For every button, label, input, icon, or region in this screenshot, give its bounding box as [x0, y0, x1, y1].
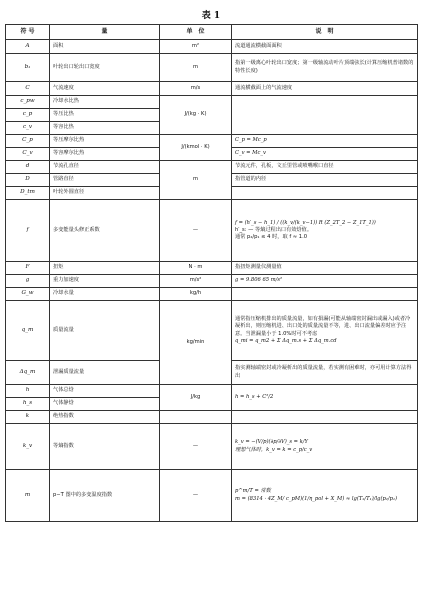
header-unit: 单 位 [160, 25, 232, 40]
cell-note: 流道通流横截面面积 [232, 40, 418, 54]
cell-note: 通流横截面上的气流速度 [232, 82, 418, 96]
cell-unit: — [160, 470, 232, 522]
cell-note [232, 470, 418, 522]
cell-symbol: b₁ [6, 54, 50, 82]
cell-symbol: g [6, 275, 50, 288]
table-row [6, 135, 418, 148]
cell-note: C_v = Mc_v [232, 148, 418, 161]
cell-quantity: 绝热指数 [50, 411, 160, 424]
cell-symbol: m [6, 470, 50, 522]
cell-symbol: h [6, 385, 50, 398]
cell-symbol: k_v [6, 424, 50, 470]
cell-unit: J/kg [160, 385, 232, 411]
header-symbol: 符 号 [6, 25, 50, 40]
table-title: 表 1 [201, 11, 221, 21]
symbol-table [5, 24, 418, 522]
cell-unit: m [160, 54, 232, 82]
table-row [6, 424, 418, 470]
cell-symbol: C [6, 82, 50, 96]
note-line: 理想气体时，k_v = k = c_p/c_v [235, 446, 313, 453]
cell-note: 指扭矩测量仪测量值 [232, 262, 418, 275]
table-row [6, 301, 418, 361]
cell-unit: m/s² [160, 275, 232, 288]
header-note: 说 明 [232, 25, 418, 40]
cell-symbol: f [6, 200, 50, 262]
cell-unit: kg/h [160, 288, 232, 301]
cell-note [232, 424, 418, 470]
cell-quantity: 节流孔直径 [50, 161, 160, 174]
cell-quantity: 重力加速度 [50, 275, 160, 288]
formula-m1: p^m/T = 常数 [235, 488, 271, 495]
cell-unit: N · m [160, 262, 232, 275]
cell-note: g = 9.806 65 m/s² [232, 275, 418, 288]
formula-m2: m = (8314 · 4Z_M/ c_pM)(1/η_pol + X_M) ≈ lg(T₂/T₁)/lg(p₂/p₁) [235, 495, 398, 502]
cell-note [232, 200, 418, 262]
cell-quantity: 扭矩 [50, 262, 160, 275]
cell-symbol: h_s [6, 398, 50, 411]
cell-symbol: c_v [6, 122, 50, 135]
cell-symbol: d [6, 161, 50, 174]
cell-symbol: D_tm [6, 187, 50, 200]
cell-note [232, 411, 418, 424]
header-quantity: 量 [50, 25, 160, 40]
table-row [6, 40, 418, 54]
cell-symbol: Δq_m [6, 361, 50, 385]
table-row [6, 96, 418, 109]
formula-qm: q_mi = q_m2 + Σ Δq_m.s + Σ Δq_m.cd [235, 337, 337, 344]
cell-unit: — [160, 200, 232, 262]
table-row [6, 82, 418, 96]
cell-note [232, 301, 418, 361]
cell-unit: — [160, 424, 232, 470]
cell-quantity: 多变能量头修正系数 [50, 200, 160, 262]
cell-quantity: p−T 图中的多变温度指数 [50, 470, 160, 522]
table-row [6, 385, 418, 398]
cell-quantity: 质量流量 [50, 301, 160, 361]
cell-symbol: q_m [6, 301, 50, 361]
header-row [6, 25, 418, 40]
cell-symbol: c_p [6, 109, 50, 122]
cell-quantity: 冷却水量 [50, 288, 160, 301]
cell-note [232, 288, 418, 301]
cell-quantity: 气流速度 [50, 82, 160, 96]
cell-unit: J/(kmol · K) [160, 135, 232, 161]
cell-symbol: F [6, 262, 50, 275]
table-row [6, 262, 418, 275]
cell-quantity: 等压比热 [50, 109, 160, 122]
cell-note [232, 187, 418, 200]
cell-symbol: C_p [6, 135, 50, 148]
note-line: 通常指压缩机排出的质量流量，如有損漏(可能从轴端密封漏出或漏入)或者冷凝析出，则压缩机进、出口处的质量流量不等，进、出口流量偏差时应予注意。当泄漏量小于 1.0%时可不考虑 [235, 316, 411, 337]
cell-unit [160, 411, 232, 424]
table-row [6, 411, 418, 424]
cell-quantity: 叶轮出口轮出口宽度 [50, 54, 160, 82]
table-row [6, 161, 418, 174]
cell-unit: m/s [160, 82, 232, 96]
cell-quantity: 气体静焓 [50, 398, 160, 411]
cell-quantity: 等容摩尔比热 [50, 148, 160, 161]
cell-unit: m² [160, 40, 232, 54]
table-row [6, 200, 418, 262]
cell-unit: J/(kg · K) [160, 96, 232, 135]
cell-quantity: 等容比热 [50, 122, 160, 135]
formula-f: f = (h′_s − h_1) / ((k_v/(k_v−1)) R (Z_2T_2 − Z_1T_1)) [235, 219, 376, 226]
formula-kv: k_v = −(V/p)(∂p/∂V)_s = k/Y [235, 439, 308, 446]
cell-note: 指管道的内径 [232, 174, 418, 187]
cell-quantity: 管路直径 [50, 174, 160, 187]
cell-quantity: 等熵指数 [50, 424, 160, 470]
cell-symbol: D [6, 174, 50, 187]
cell-quantity: 叶轮外圆直径 [50, 187, 160, 200]
cell-quantity: 气体总焓 [50, 385, 160, 398]
cell-note: 指第一级离心叶轮出口宽度；第一级轴流动叶片顶端弦长(计算压缩机普诸数的特性长度) [232, 54, 418, 82]
cell-note: 指实测轴端密封或冷凝析出的质量流量，若实测有困难时，亦可用计算方法得出 [232, 361, 418, 385]
cell-symbol: c_pw [6, 96, 50, 109]
cell-symbol: k [6, 411, 50, 424]
cell-unit: m [160, 161, 232, 200]
table-row [6, 54, 418, 82]
cell-note [232, 96, 418, 135]
cell-quantity: 面积 [50, 40, 160, 54]
note-line: 通常 p₂/p₁ ≤ 4 时，取 f ≈ 1.0 [235, 234, 308, 240]
cell-symbol: A [6, 40, 50, 54]
cell-quantity: 冷却水比热 [50, 96, 160, 109]
cell-note: C_p = Mc_p [232, 135, 418, 148]
note-line: h′_s: — 等熵过程出口有效焓值。 [235, 226, 313, 233]
table-row [6, 470, 418, 522]
cell-unit: kg/min [160, 301, 232, 385]
cell-symbol: G_w [6, 288, 50, 301]
table-row [6, 275, 418, 288]
cell-quantity: 泄漏质量流量 [50, 361, 160, 385]
cell-note: h = h_s + C²/2 [232, 385, 418, 411]
cell-symbol: C_v [6, 148, 50, 161]
table-row [6, 288, 418, 301]
cell-note: 节流元件，孔板，文丘里管或喷嘴喉口直径 [232, 161, 418, 174]
cell-quantity: 等压摩尔比热 [50, 135, 160, 148]
